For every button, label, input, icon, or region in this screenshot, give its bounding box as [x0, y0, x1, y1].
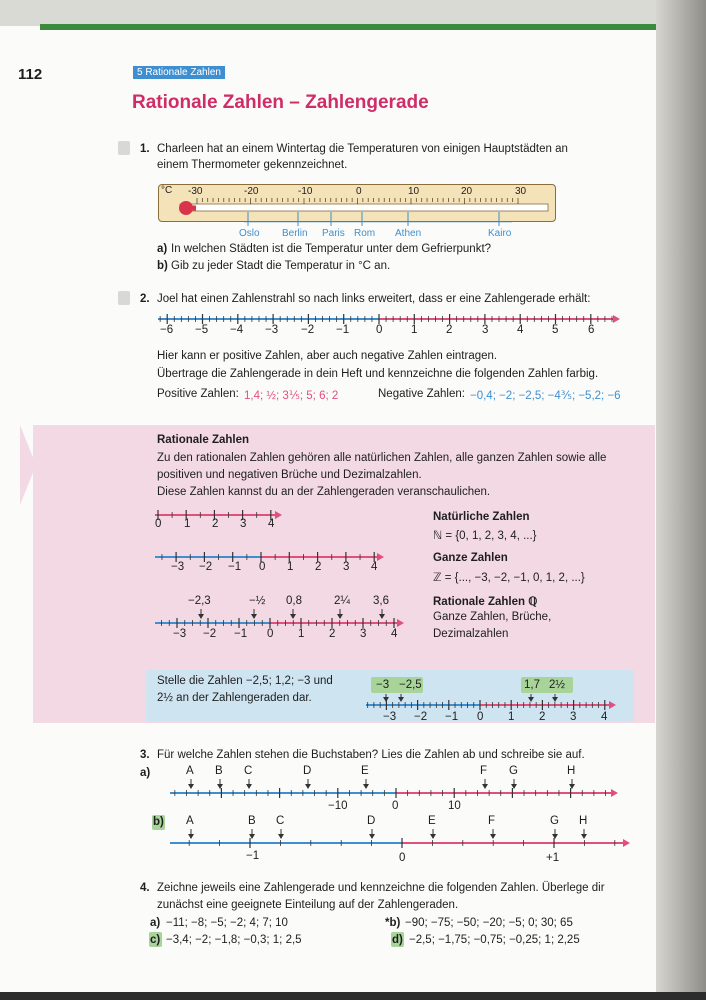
task2-para-line1: Hier kann er positive Zahlen, aber auch negative Zahlen eintragen.: [157, 350, 498, 362]
thermo-tick-label: -30: [188, 186, 203, 197]
negative-values: −0,4; −2; −2,5; −4⅗; −5,2; −6: [470, 390, 621, 402]
pointer-arrow-head: [246, 784, 252, 789]
example-top-label: 1,7: [524, 679, 540, 691]
rational-top-label: −½: [249, 595, 266, 607]
example-line-label: 4: [601, 711, 608, 723]
thermo-tick-label: -20: [244, 186, 259, 197]
arrow-head: [609, 701, 616, 709]
a-letter: H: [567, 765, 576, 777]
pointer-arrow-head: [278, 834, 284, 839]
pointer-arrow-head: [482, 784, 488, 789]
task4-a-values: −11; −8; −5; −2; 4; 7; 10: [166, 917, 288, 929]
b-number: 0: [399, 852, 406, 864]
task1-text-line1: Charleen hat an einem Wintertag die Temperaturen von einigen Hauptstädten an: [157, 143, 568, 155]
rational-label: −3: [173, 628, 187, 640]
pointer-arrow-head: [552, 834, 558, 839]
line-label: 3: [482, 324, 489, 336]
rational-line2: Dezimalzahlen: [433, 628, 509, 640]
thermo-tick-label: 20: [461, 186, 473, 197]
task4-c-values: −3,4; −2; −1,8; −0,3; 1; 2,5: [166, 934, 302, 946]
rational-label: 1: [298, 628, 305, 640]
b-number: +1: [546, 852, 560, 864]
info-heading: Rationale Zahlen: [157, 434, 250, 446]
thermo-tick-label: 30: [515, 186, 527, 197]
pointer-arrow-head: [290, 614, 296, 619]
thermo-tick-label: -10: [298, 186, 313, 197]
a-number: 10: [448, 800, 461, 812]
task4-line2: zunächst eine geeignete Einteilung auf der Zahlengeraden.: [157, 899, 459, 911]
line-label: −4: [230, 324, 244, 336]
line-label: 6: [588, 324, 595, 336]
example-line-label: 0: [477, 711, 484, 723]
chapter-tag: 5 Rationale Zahlen: [133, 66, 225, 79]
line-label: 0: [376, 324, 383, 336]
rational-heading: Rationale Zahlen ℚ: [433, 596, 538, 608]
line-label: 1: [411, 324, 418, 336]
line-label: 4: [517, 324, 524, 336]
positive-label: Positive Zahlen:: [157, 388, 239, 400]
arrow-head: [377, 553, 384, 561]
task1-b-label: b): [157, 260, 168, 272]
pointer-arrow-head: [398, 697, 404, 702]
a-number: 0: [392, 800, 399, 812]
pointer-arrow-head: [305, 784, 311, 789]
task1-a-text: In welchen Städten ist die Temperatur unter dem Gefrierpunkt?: [171, 243, 492, 255]
integer-label: 3: [343, 561, 350, 573]
b-letter: F: [488, 815, 496, 827]
line-label: −2: [301, 324, 315, 336]
task4-a-label: a): [150, 917, 161, 929]
thermo-unit: °C: [161, 185, 173, 196]
task1-b-text: Gib zu jeder Stadt die Temperatur in °C an.: [171, 260, 391, 272]
pointer-arrow-head: [552, 697, 558, 702]
task4-d-values: −2,5; −1,75; −0,75; −0,25; 1; 2,25: [409, 934, 580, 946]
arrow-head: [623, 839, 630, 847]
integer-label: 4: [371, 561, 378, 573]
a-letter: E: [361, 765, 369, 777]
natural-label: 3: [240, 518, 247, 530]
pointer-arrow-head: [217, 784, 223, 789]
b-letter: A: [186, 815, 194, 827]
task1-a-label: a): [157, 243, 168, 255]
pointer-arrow-head: [379, 614, 385, 619]
city-label: Rom: [354, 228, 376, 239]
example-line-label: −2: [414, 711, 428, 723]
city-label: Berlin: [282, 228, 308, 239]
example-line1: Stelle die Zahlen −2,5; 1,2; −3 und: [157, 675, 333, 687]
rational-label: −1: [234, 628, 248, 640]
pointer-arrow-head: [528, 697, 534, 702]
arrow-head: [275, 511, 282, 519]
pointer-arrow-head: [188, 784, 194, 789]
b-letter: E: [428, 815, 436, 827]
example-line-label: 2: [539, 711, 546, 723]
info-line3: Diese Zahlen kannst du an der Zahlengeraden veranschaulichen.: [157, 486, 491, 498]
arrow-head: [613, 315, 620, 323]
natural-heading: Natürliche Zahlen: [433, 511, 530, 523]
line-label: 2: [446, 324, 453, 336]
info-line2: positiven und negativen Brüche und Dezimalzahlen.: [157, 469, 422, 481]
rational-label: 0: [267, 628, 274, 640]
natural-label: 0: [155, 518, 162, 530]
integer-label: 2: [315, 561, 322, 573]
b-letter: H: [579, 815, 588, 827]
a-letter: A: [186, 765, 194, 777]
city-label: Athen: [395, 228, 422, 239]
rational-top-label: 2¼: [334, 595, 350, 607]
line-label: −3: [265, 324, 279, 336]
a-letter: B: [215, 765, 223, 777]
rational-label: −2: [203, 628, 217, 640]
integer-label: 0: [259, 561, 266, 573]
example-line-label: 3: [570, 711, 577, 723]
integer-label: −1: [228, 561, 242, 573]
natural-label: 4: [268, 518, 275, 530]
example-line2: 2½ an der Zahlengeraden dar.: [157, 692, 312, 704]
rational-label: 3: [360, 628, 367, 640]
rational-top-label: 3,6: [373, 595, 389, 607]
rational-label: 4: [391, 628, 398, 640]
pointer-arrow-head: [337, 614, 343, 619]
info-line1: Zu den rationalen Zahlen gehören alle natürlichen Zahlen, alle ganzen Zahlen sowie alle: [157, 452, 607, 464]
pointer-arrow-head: [430, 834, 436, 839]
page-title: Rationale Zahlen – Zahlengerade: [132, 92, 429, 113]
arrow-head: [397, 619, 404, 627]
task3-text: Für welche Zahlen stehen die Buchstaben? Lies die Zahlen ab und schreibe sie auf.: [157, 749, 585, 761]
task2-number: 2.: [140, 293, 150, 305]
task1-number: 1.: [140, 143, 150, 155]
negative-label: Negative Zahlen:: [378, 388, 465, 400]
task2-text: Joel hat einen Zahlenstrahl so nach links erweitert, dass er eine Zahlengerade erhält:: [157, 293, 591, 305]
example-line-label: −1: [445, 711, 459, 723]
pointer-arrow-head: [369, 834, 375, 839]
natural-set: ℕ = {0, 1, 2, 3, 4, ...}: [433, 530, 537, 542]
task4-number: 4.: [140, 882, 150, 894]
pointer-arrow-head: [188, 834, 194, 839]
example-line-label: 1: [508, 711, 515, 723]
rational-top-label: −2,3: [188, 595, 211, 607]
thermometer-tube: [180, 204, 548, 211]
line-label: −6: [160, 324, 174, 336]
arrow-head: [611, 789, 618, 797]
pointer-arrow-head: [363, 784, 369, 789]
task3-b-label: b): [153, 816, 164, 828]
page-number: 112: [18, 66, 43, 83]
task1-text-line2: einem Thermometer gekennzeichnet.: [157, 159, 348, 171]
b-letter: B: [248, 815, 256, 827]
example-top-label: −3: [376, 679, 390, 691]
positive-values: 1,4; ½; 3⅕; 5; 6; 2: [244, 390, 339, 402]
example-top-label: 2½: [549, 679, 565, 691]
line-label: −1: [336, 324, 350, 336]
pointer-arrow-head: [383, 697, 389, 702]
b-letter: D: [367, 815, 376, 827]
example-line-label: −3: [383, 711, 397, 723]
task3-a-label: a): [140, 767, 151, 779]
b-number: −1: [246, 850, 260, 862]
b-letter: C: [276, 815, 285, 827]
pointer-arrow-head: [490, 834, 496, 839]
task3-number: 3.: [140, 749, 150, 761]
city-label: Paris: [322, 228, 345, 239]
a-letter: C: [244, 765, 253, 777]
pointer-arrow-head: [251, 614, 257, 619]
pointer-arrow-head: [581, 834, 587, 839]
pointer-arrow-head: [198, 614, 204, 619]
task4-b-label: *b): [385, 917, 401, 929]
integer-label: 1: [287, 561, 294, 573]
thermo-tick-label: 10: [408, 186, 420, 197]
line-label: 5: [552, 324, 559, 336]
task4-line1: Zeichne jeweils eine Zahlengerade und kennzeichne die folgenden Zahlen. Überlege dir: [157, 882, 605, 894]
task2-para-line2: Übertrage die Zahlengerade in dein Heft und kennzeichne die folgenden Zahlen farbig.: [157, 368, 599, 380]
city-label: Kairo: [488, 228, 512, 239]
city-label: Oslo: [239, 228, 260, 239]
line-label: −5: [195, 324, 209, 336]
integer-label: −3: [171, 561, 185, 573]
b-letter: G: [550, 815, 559, 827]
rational-line1: Ganze Zahlen, Brüche,: [433, 611, 552, 623]
a-number: −10: [328, 800, 348, 812]
pointer-arrow-head: [569, 784, 575, 789]
rational-label: 2: [329, 628, 336, 640]
task4-c-label: c): [150, 934, 161, 946]
example-top-label: −2,5: [399, 679, 422, 691]
a-letter: G: [509, 765, 518, 777]
a-letter: F: [480, 765, 488, 777]
a-letter: D: [303, 765, 312, 777]
integer-heading: Ganze Zahlen: [433, 552, 508, 564]
natural-label: 2: [212, 518, 219, 530]
thermo-tick-label: 0: [356, 186, 362, 197]
natural-label: 1: [184, 518, 191, 530]
task4-d-label: d): [392, 934, 403, 946]
task4-b-values: −90; −75; −50; −20; −5; 0; 30; 65: [405, 917, 573, 929]
integer-label: −2: [199, 561, 213, 573]
rational-top-label: 0,8: [286, 595, 302, 607]
integer-set: ℤ = {..., −3, −2, −1, 0, 1, 2, ...}: [433, 572, 585, 584]
